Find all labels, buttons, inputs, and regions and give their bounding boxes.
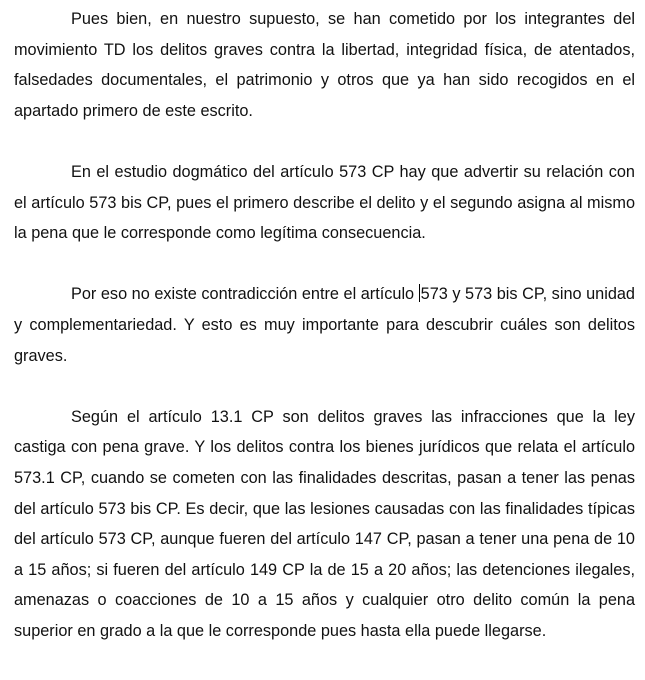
text-cursor-caret bbox=[419, 284, 420, 302]
paragraph-3-text-before-caret: Por eso no existe contradicción entre el artículo bbox=[71, 285, 419, 304]
paragraph-1: Pues bien, en nuestro supuesto, se han cometido por los integrantes del movimiento TD los delitos graves contra la libertad, integridad física, de atentados, falsedades documentales, el patrimonio y otros que ya han sido recogidos en el apartado primero de este escrito. bbox=[14, 10, 635, 120]
document-page bbox=[14, 4, 635, 646]
paragraph-2: En el estudio dogmático del artículo 573 CP hay que advertir su relación con el artículo 573 bis CP, pues el primero describe el delito y el segundo asigna al mismo la pena que le corresponde como legítima consecuencia. bbox=[14, 162, 635, 243]
paragraph-4: Según el artículo 13.1 CP son delitos graves las infracciones que la ley castiga con pena grave. Y los delitos contra los bienes jurídicos que relata el artículo 573.1 CP, cuando se cometen con las finalidades descritas, pasan a tener las penas del artículo 573 bis CP. Es decir, que las lesiones causadas con las finalidades típicas del artículo 573 CP, aunque fueren del artículo 147 CP, pasan a tener una pena de 10 a 15 años; si fueren del artículo 149 CP la de 15 a 20 años; las detenciones ilegales, amenazas o coacciones de 10 a 15 años y cualquier otro delito común la pena superior en grado a la que le corresponde pues hasta ella puede llegarse. bbox=[14, 407, 635, 640]
paragraph-3 bbox=[14, 279, 635, 371]
paragraph-3-text-after-caret: 573 y 573 bis CP, sino unidad y complementariedad. Y esto es muy importante para descubrir cuáles son delitos graves. bbox=[14, 285, 635, 365]
